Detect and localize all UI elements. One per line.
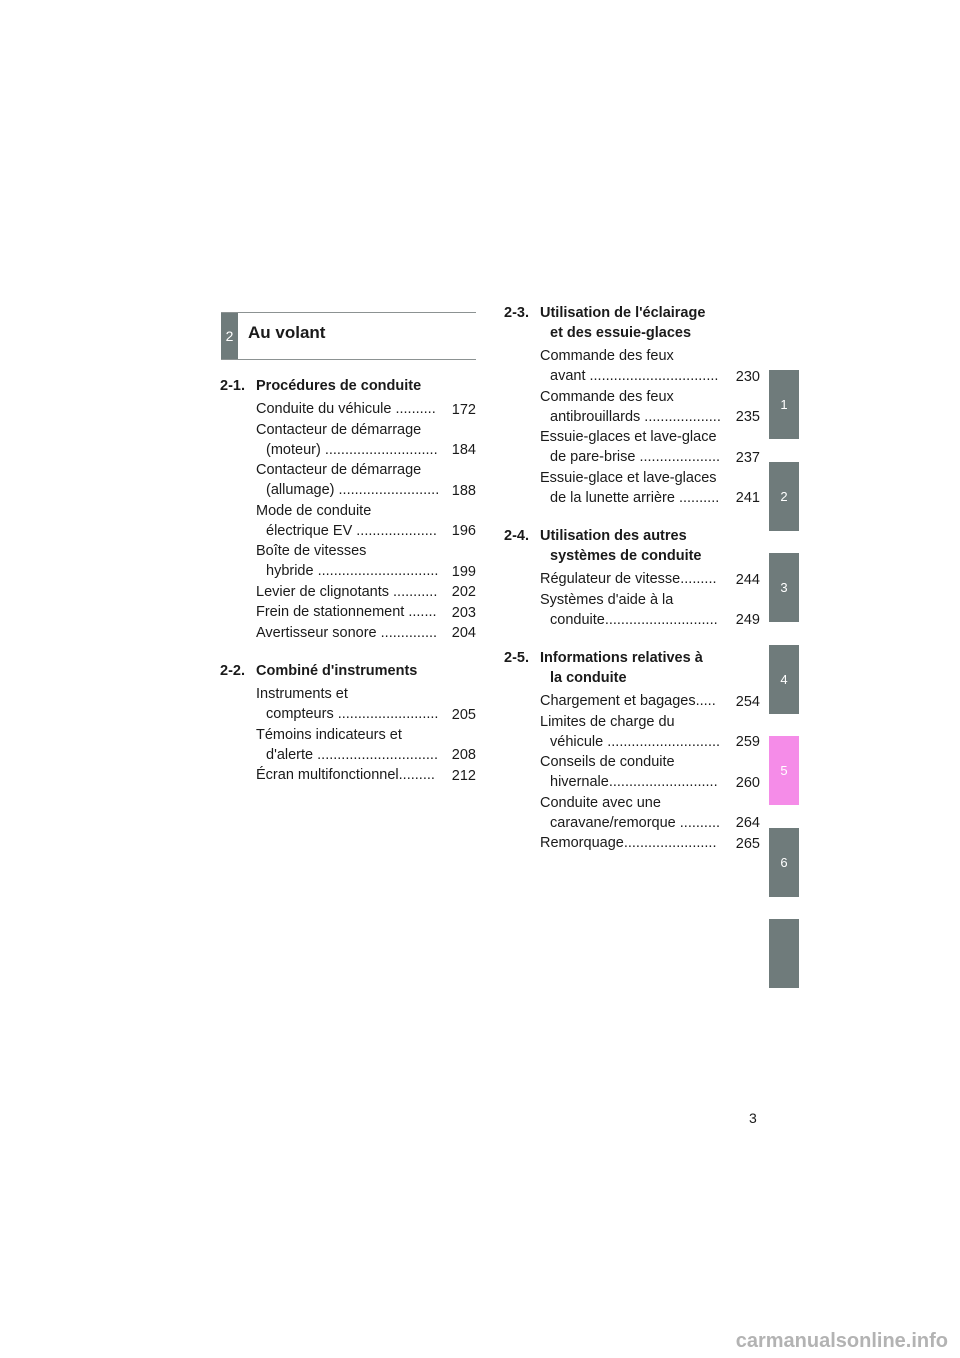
entry-title: [540, 346, 760, 386]
entry-title: [256, 501, 476, 541]
section-title-line: systèmes de conduite: [550, 548, 702, 564]
entry-page-number: 184: [451, 442, 476, 458]
entry-title: [256, 541, 476, 581]
entry-title-line: conduite............................: [550, 611, 718, 628]
toc-entry[interactable]: [256, 725, 476, 766]
toc-entry[interactable]: [540, 691, 760, 712]
entry-page-number: 241: [735, 490, 760, 506]
entry-title-line: Commande des feux: [540, 388, 674, 405]
entry-page-number: 265: [735, 835, 760, 852]
entry-title-line: Conduite du véhicule ..........: [256, 401, 436, 417]
section-heading: [220, 376, 476, 396]
entry-title-line: électrique EV ....................: [266, 522, 437, 539]
section-title: Combiné d'instruments: [256, 663, 418, 679]
entry-page-number: 254: [735, 693, 760, 710]
entry-page-number: 205: [451, 706, 476, 723]
watermark: carmanualsonline.info: [735, 1330, 948, 1352]
entry-page-number: 172: [451, 401, 476, 418]
chapter-tab[interactable]: 6: [769, 828, 799, 897]
entry-title-line: Écran multifonctionnel.........: [256, 767, 435, 783]
entry-title: [540, 833, 760, 853]
section-number: 2-1.: [220, 378, 245, 394]
toc-entry[interactable]: [256, 420, 476, 461]
entry-title: [256, 623, 476, 643]
entry-page-number: 235: [735, 409, 760, 425]
entry-title: [540, 691, 760, 711]
chapter-header: [221, 312, 476, 360]
entry-title-line: Contacteur de démarrage: [256, 462, 422, 478]
entry-title: [256, 684, 476, 724]
entry-page-number: 212: [451, 767, 476, 784]
page-number: 3: [749, 1110, 757, 1126]
toc-section: [504, 648, 760, 854]
toc-section: [504, 526, 760, 630]
entry-page-number: 202: [451, 584, 476, 600]
entry-title-line: Remorquage.......................: [540, 835, 717, 851]
entry-title-line: Boîte de vitesses: [256, 543, 367, 559]
chapter-number: 2: [221, 313, 238, 359]
chapter-tab[interactable]: 3: [769, 553, 799, 622]
entry-title-line: (moteur) ............................: [266, 441, 438, 458]
entry-title-line: Limites de charge du: [540, 713, 675, 730]
toc-entry[interactable]: [540, 793, 760, 834]
entry-title: [540, 712, 760, 752]
section-heading: [504, 526, 760, 566]
toc-entry[interactable]: [256, 623, 476, 644]
toc-entry[interactable]: [256, 765, 476, 786]
entry-title-line: Conduite avec une: [540, 794, 661, 811]
entry-title: [540, 752, 760, 792]
entry-title: [540, 387, 760, 427]
chapter-tab[interactable]: 5: [769, 736, 799, 805]
entry-title: [256, 765, 476, 785]
entry-title: [540, 468, 760, 508]
toc-column-right: [504, 303, 760, 872]
entry-title: [256, 725, 476, 765]
section-entries: [504, 569, 760, 630]
entry-title-line: antibrouillards ...................: [550, 408, 721, 425]
entry-title: [256, 582, 476, 602]
section-entries: [220, 399, 476, 643]
toc-entry[interactable]: [540, 387, 760, 428]
entry-title-line: véhicule ............................: [550, 733, 721, 750]
toc-column-left: [220, 376, 476, 804]
entry-title-line: (allumage) .........................: [266, 482, 440, 498]
section-title-line: la conduite: [550, 670, 627, 686]
toc-entry[interactable]: [540, 590, 760, 631]
toc-entry[interactable]: [540, 346, 760, 387]
chapter-tab[interactable]: 2: [769, 462, 799, 531]
entry-title: [540, 569, 760, 589]
entry-title-line: hybride ..............................: [266, 563, 439, 579]
toc-section: [504, 303, 760, 508]
entry-page-number: 188: [451, 482, 476, 499]
section-heading: [220, 661, 476, 681]
toc-entry[interactable]: [256, 602, 476, 623]
section-title-line: et des essuie-glaces: [550, 325, 692, 341]
entry-title: [540, 590, 760, 630]
entry-title-line: Instruments et: [256, 686, 348, 702]
toc-entry[interactable]: [540, 569, 760, 590]
section-number: 2-3.: [504, 305, 529, 321]
section-entries: [220, 684, 476, 786]
chapter-tab[interactable]: 1: [769, 370, 799, 439]
toc-entry[interactable]: [256, 399, 476, 420]
entry-title: [256, 420, 476, 460]
entry-page-number: 203: [451, 604, 476, 621]
toc-entry[interactable]: [256, 501, 476, 542]
section-entries: [504, 346, 760, 508]
entry-page-number: 196: [451, 523, 476, 539]
toc-section: [220, 661, 476, 786]
section-title-line: Utilisation des autres: [540, 528, 687, 544]
entry-page-number: 259: [735, 734, 760, 750]
toc-entry[interactable]: [256, 541, 476, 582]
chapter-tab[interactable]: 4: [769, 645, 799, 714]
entry-title-line: Systèmes d'aide à la: [540, 591, 674, 608]
toc-entry[interactable]: [540, 468, 760, 509]
entry-title: [256, 399, 476, 419]
entry-page-number: 199: [451, 563, 476, 580]
entry-title-line: Levier de clignotants ...........: [256, 583, 438, 600]
section-heading: [504, 303, 760, 343]
entry-title-line: d'alerte ..............................: [266, 746, 438, 763]
entry-title-line: Régulateur de vitesse.........: [540, 571, 717, 587]
entry-page-number: 237: [735, 449, 760, 466]
entry-title-line: Mode de conduite: [256, 502, 372, 519]
toc-entry[interactable]: [540, 427, 760, 468]
section-number: 2-5.: [504, 650, 529, 666]
entry-page-number: 260: [735, 774, 760, 791]
entry-title-line: Frein de stationnement .......: [256, 604, 437, 620]
entry-title: [256, 602, 476, 622]
entry-page-number: 204: [451, 625, 476, 641]
entry-page-number: 264: [735, 815, 760, 831]
entry-title-line: compteurs .........................: [266, 706, 439, 722]
entry-page-number: 249: [735, 612, 760, 628]
entry-page-number: 208: [451, 747, 476, 763]
entry-title-line: Chargement et bagages.....: [540, 693, 716, 709]
toc-section: [220, 376, 476, 643]
chapter-title: Au volant: [248, 323, 326, 342]
entry-title-line: Conseils de conduite: [540, 754, 675, 770]
entry-title-line: Essuie-glaces et lave-glace: [540, 429, 717, 445]
toc-entry[interactable]: [540, 752, 760, 793]
entry-title-line: Témoins indicateurs et: [256, 726, 402, 743]
toc-entry[interactable]: [256, 582, 476, 603]
chapter-tab[interactable]: [769, 919, 799, 988]
toc-entry[interactable]: [256, 460, 476, 501]
entry-title-line: Essuie-glace et lave-glaces: [540, 469, 717, 486]
entry-title: [540, 427, 760, 467]
section-heading: [504, 648, 760, 688]
toc-entry[interactable]: [256, 684, 476, 725]
entry-page-number: 230: [735, 368, 760, 385]
entry-title-line: caravane/remorque ..........: [550, 814, 721, 831]
section-number: 2-4.: [504, 528, 529, 544]
entry-title-line: Commande des feux: [540, 348, 674, 364]
entry-title-line: Avertisseur sonore ..............: [256, 624, 438, 641]
entry-title: [540, 793, 760, 833]
section-title-line: Informations relatives à: [540, 650, 703, 666]
section-entries: [504, 691, 760, 854]
entry-title-line: de la lunette arrière ..........: [550, 489, 720, 506]
entry-title-line: de pare-brise ....................: [550, 449, 721, 465]
toc-entry[interactable]: [540, 712, 760, 753]
section-title-line: Utilisation de l'éclairage: [540, 305, 706, 321]
entry-title-line: hivernale...........................: [550, 774, 718, 790]
entry-title: [256, 460, 476, 500]
entry-title-line: avant ................................: [550, 368, 719, 384]
entry-page-number: 244: [735, 571, 760, 588]
toc-entry[interactable]: [540, 833, 760, 854]
entry-title-line: Contacteur de démarrage: [256, 421, 422, 438]
section-number: 2-2.: [220, 663, 245, 679]
section-title: Procédures de conduite: [256, 378, 422, 394]
